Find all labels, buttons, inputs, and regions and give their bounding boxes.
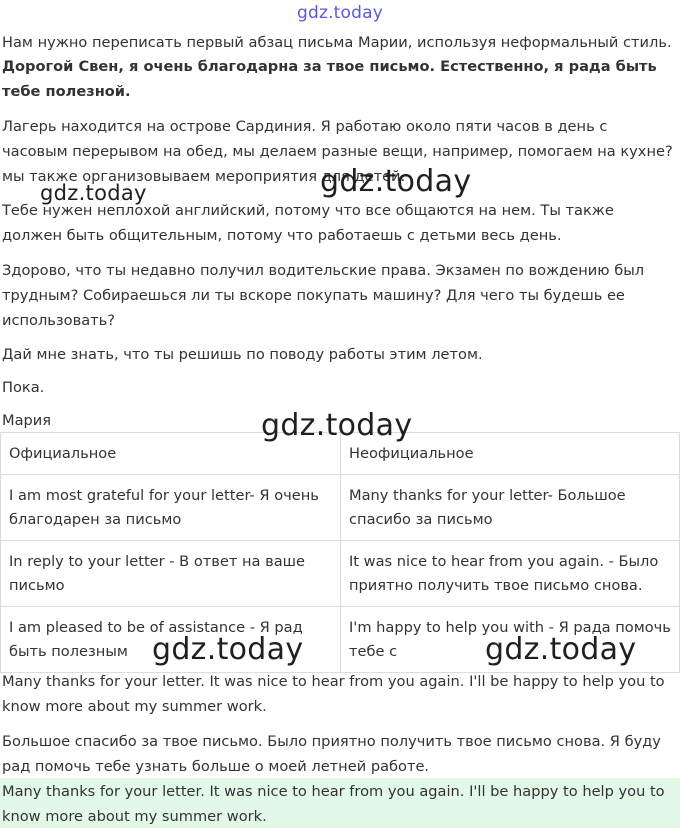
- letter-paragraph-1: Лагерь находится на острове Сардиния. Я работаю около пяти часов в день с часовым перерывом на обед, мы делаем разные вещи, например, помогаем на кухне? мы также организовываем мероприятия для детей.: [2, 118, 673, 185]
- answer-highlighted: Many thanks for your letter. It was nice to hear from you again. I'll be happy to help you to know more about my summer work.: [2, 783, 665, 825]
- letter-paragraph-2: Тебе нужен неплохой английский, потому что все общаются на нем. Ты также должен быть общительным, потому что работаешь с детьми весь день.: [2, 202, 614, 244]
- header-informal: Неофициальное: [341, 433, 680, 475]
- table-cell-informal: I'm happy to help you with - Я рада помочь тебе с: [341, 607, 680, 673]
- table-cell-formal: I am most grateful for your letter- Я очень благодарен за письмо: [1, 475, 341, 541]
- table-cell-formal: I am pleased to be of assistance - Я рад быть полезным: [1, 607, 341, 673]
- watermark: gdz.today: [261, 408, 413, 443]
- watermark: gdz.today: [40, 181, 147, 205]
- watermark: gdz.today: [485, 632, 637, 667]
- letter-paragraph-4: Дай мне знать, что ты решишь по поводу работы этим летом.: [2, 346, 483, 363]
- watermark: gdz.today: [152, 632, 304, 667]
- table-header-row: [1, 433, 680, 475]
- table-cell-informal: Many thanks for your letter- Большое спасибо за письмо: [341, 475, 680, 541]
- answer-english: Many thanks for your letter. It was nice to hear from you again. I'll be happy to help you to know more about my summer work.: [2, 673, 665, 715]
- watermark: gdz.today: [320, 164, 472, 199]
- answer-russian: Большое спасибо за твое письмо. Было приятно получить твое письмо снова. Я буду рад помочь тебе узнать больше о моей летней работе.: [2, 733, 661, 775]
- letter-greeting: Дорогой Свен, я очень благодарна за твое письмо. Естественно, я рада быть тебе полезной.: [2, 58, 657, 100]
- table-cell-informal: It was nice to hear from you again. - Было приятно получить твое письмо снова.: [341, 541, 680, 607]
- letter-signature: Мария: [2, 412, 52, 429]
- table-row: [1, 475, 680, 541]
- table-row: [1, 607, 680, 673]
- table-cell-formal: In reply to your letter - В ответ на ваше письмо: [1, 541, 341, 607]
- header-formal: Официальное: [1, 433, 341, 475]
- letter-closing: Пока.: [2, 379, 45, 396]
- letter-paragraph-3: Здорово, что ты недавно получил водительские права. Экзамен по вождению был трудным? Собираешься ли ты вскоре покупать машину? Для чего ты будешь ее использовать?: [2, 262, 645, 329]
- style-comparison-table: [0, 432, 680, 673]
- site-logo[interactable]: gdz.today: [296, 3, 384, 23]
- table-row: [1, 541, 680, 607]
- instruction-text: Нам нужно переписать первый абзац письма Марии, используя неформальный стиль.: [2, 34, 672, 51]
